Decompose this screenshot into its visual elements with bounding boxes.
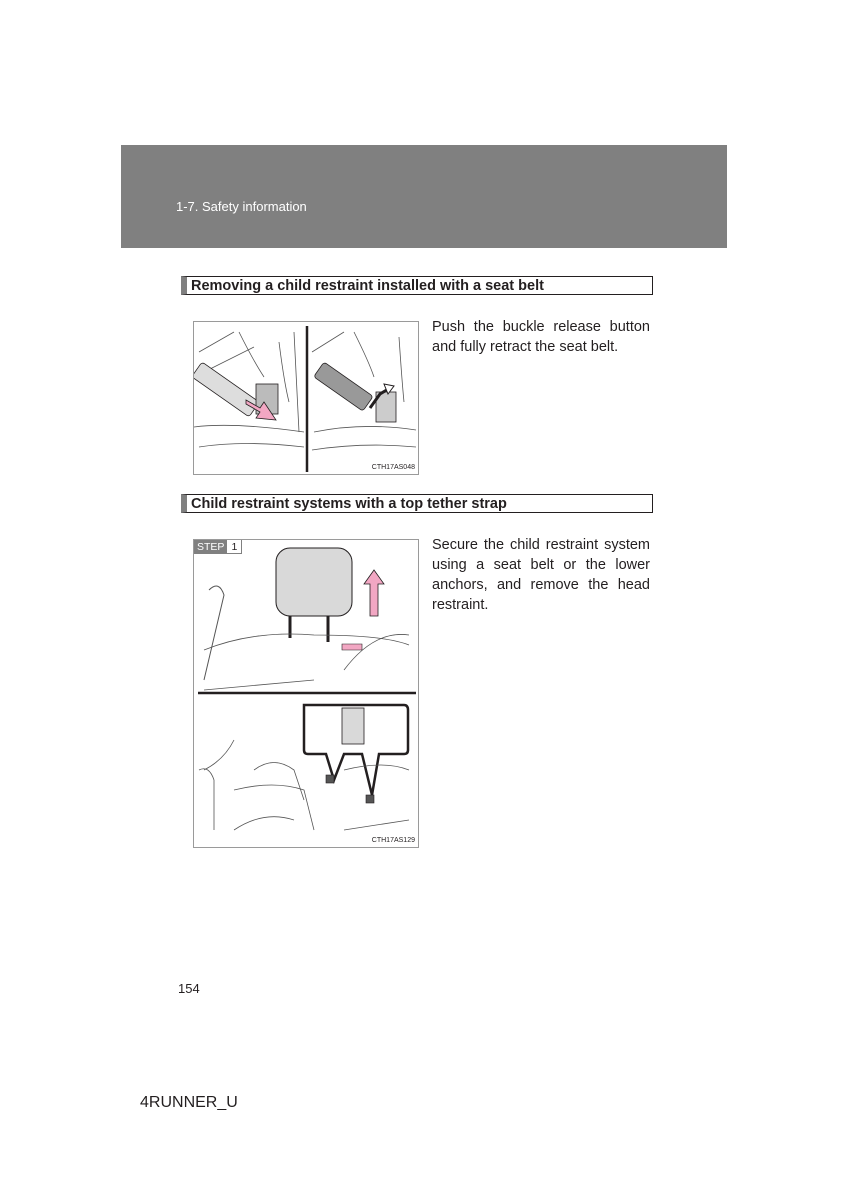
buckle-release-illustration xyxy=(193,321,419,475)
head-restraint-illustration xyxy=(193,539,419,848)
head-restraint-drawing xyxy=(194,540,420,849)
section-heading-removing xyxy=(181,276,653,295)
section-heading-text: Child restraint systems with a top tether strap xyxy=(191,496,507,512)
step-label: STEP xyxy=(194,540,227,554)
page-number: 154 xyxy=(178,981,200,996)
buckle-release-drawing xyxy=(194,322,420,476)
section-heading-text: Removing a child restraint installed with a seat belt xyxy=(191,278,544,294)
step-number: 1 xyxy=(227,540,242,554)
step-badge xyxy=(194,540,242,554)
figure-code: CTH17AS048 xyxy=(371,464,415,471)
section-title: 1-7. Safety information xyxy=(176,199,307,214)
section-heading-top-tether xyxy=(181,494,653,513)
instruction-text-top-tether: Secure the child restraint system using a seat belt or the lower anchors, and remove the head restraint. xyxy=(432,537,650,613)
figure-code: CTH17AS129 xyxy=(371,837,415,844)
header-band xyxy=(121,145,727,248)
footer-model: 4RUNNER_U xyxy=(140,1094,238,1111)
instruction-text-removing: Push the buckle release button and fully retract the seat belt. xyxy=(432,319,650,355)
